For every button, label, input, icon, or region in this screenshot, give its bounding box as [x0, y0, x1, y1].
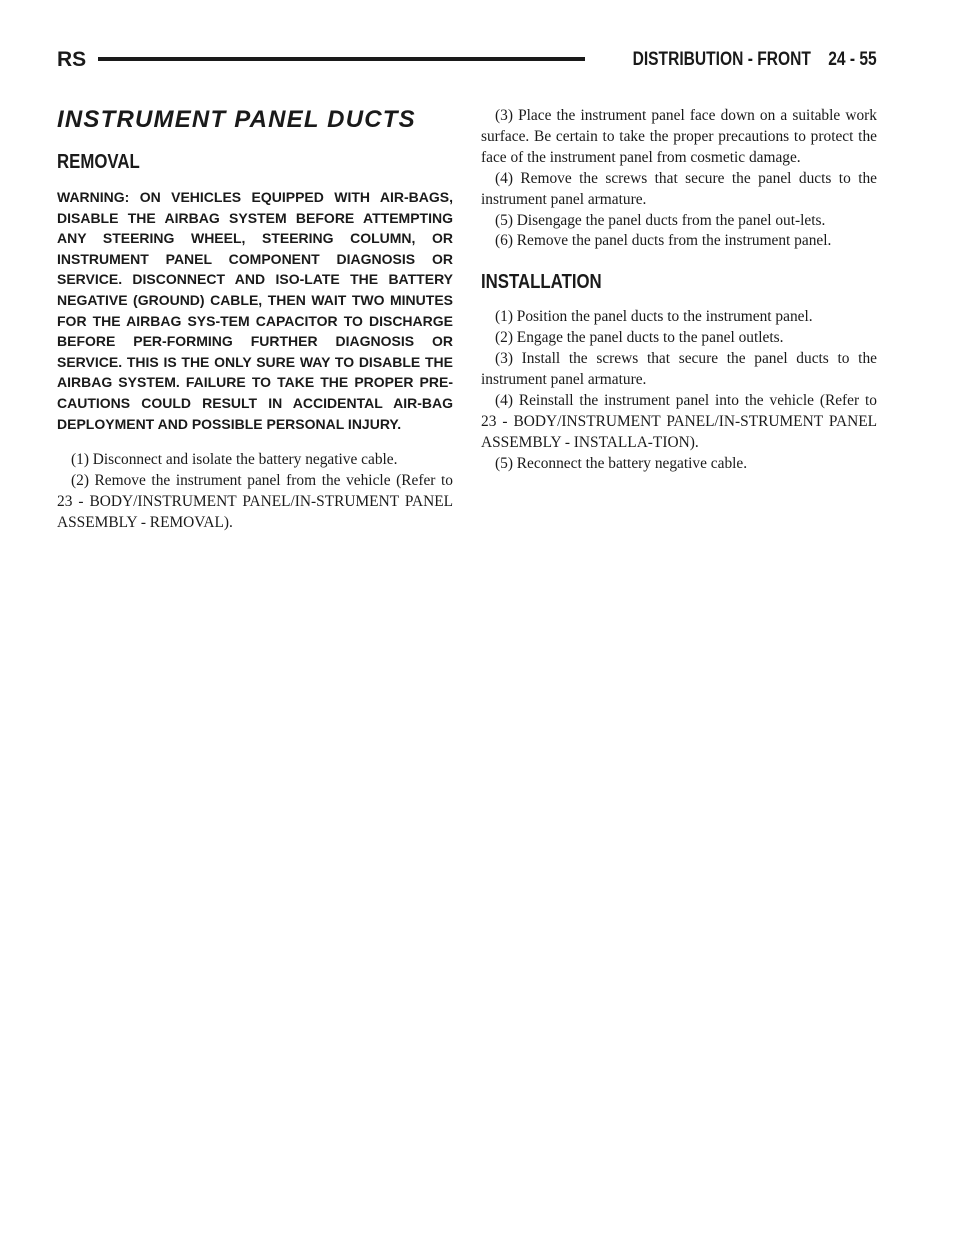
- removal-heading: REMOVAL: [57, 151, 140, 173]
- installation-heading: INSTALLATION: [481, 271, 602, 294]
- removal-step-4: (4) Remove the screws that secure the panel ducts to the instrument panel armature.: [481, 169, 877, 208]
- installation-step-2: (2) Engage the panel ducts to the panel outlets.: [495, 329, 784, 347]
- left-column: [57, 106, 453, 534]
- page-header: [57, 46, 877, 74]
- removal-step-6: (6) Remove the panel ducts from the instrument panel.: [495, 232, 832, 250]
- installation-step-1: (1) Position the panel ducts to the instrument panel.: [495, 308, 813, 326]
- warning-text: WARNING: ON VEHICLES EQUIPPED WITH AIR-BAGS, DISABLE THE AIRBAG SYSTEM BEFORE ATTEMPTING ANY STEERING WHEEL, STEERING COLUMN, OR INSTRUMENT PANEL COMPONENT DIAGNOSIS OR SERVICE. DISCONNECT AND ISO-LATE THE BATTERY NEGATIVE (GROUND) CABLE, THEN WAIT TWO MINUTES FOR THE AIRBAG SYS-TEM CAPACITOR TO DISCHARGE BEFORE PER-FORMING FURTHER DIAGNOSIS OR SERVICE. THIS IS THE ONLY SURE WAY TO DISABLE THE AIRBAG SYSTEM. FAILURE TO TAKE THE PROPER PRE-CAUTIONS COULD RESULT IN ACCIDENTAL AIR-BAG DEPLOYMENT AND POSSIBLE PERSONAL INJURY.: [57, 189, 453, 432]
- right-column: [481, 106, 877, 475]
- removal-step-5: (5) Disengage the panel ducts from the panel out-lets.: [495, 211, 826, 229]
- header-page-ref: DISTRIBUTION - FRONT 24 - 55: [632, 49, 877, 70]
- removal-step-3: (3) Place the instrument panel face down on a suitable work surface. Be certain to take the proper precautions to protect the face of the instrument panel from cosmetic damage.: [481, 107, 877, 166]
- installation-step-3: (3) Install the screws that secure the panel ducts to the instrument panel armature.: [481, 350, 877, 389]
- removal-step-1: (1) Disconnect and isolate the battery negative cable.: [71, 451, 398, 469]
- removal-step-2: (2) Remove the instrument panel from the vehicle (Refer to 23 - BODY/INSTRUMENT PANEL/IN-STRUMENT PANEL ASSEMBLY - REMOVAL).: [57, 472, 453, 531]
- section-title: INSTRUMENT PANEL DUCTS: [57, 106, 416, 133]
- installation-step-4: (4) Reinstall the instrument panel into the vehicle (Refer to 23 - BODY/INSTRUMENT PANEL/IN-STRUMENT PANEL ASSEMBLY - INSTALLA-TION).: [481, 391, 877, 451]
- header-section-code: RS: [57, 48, 87, 71]
- header-rule: [98, 57, 585, 61]
- installation-step-5: (5) Reconnect the battery negative cable.: [495, 454, 748, 472]
